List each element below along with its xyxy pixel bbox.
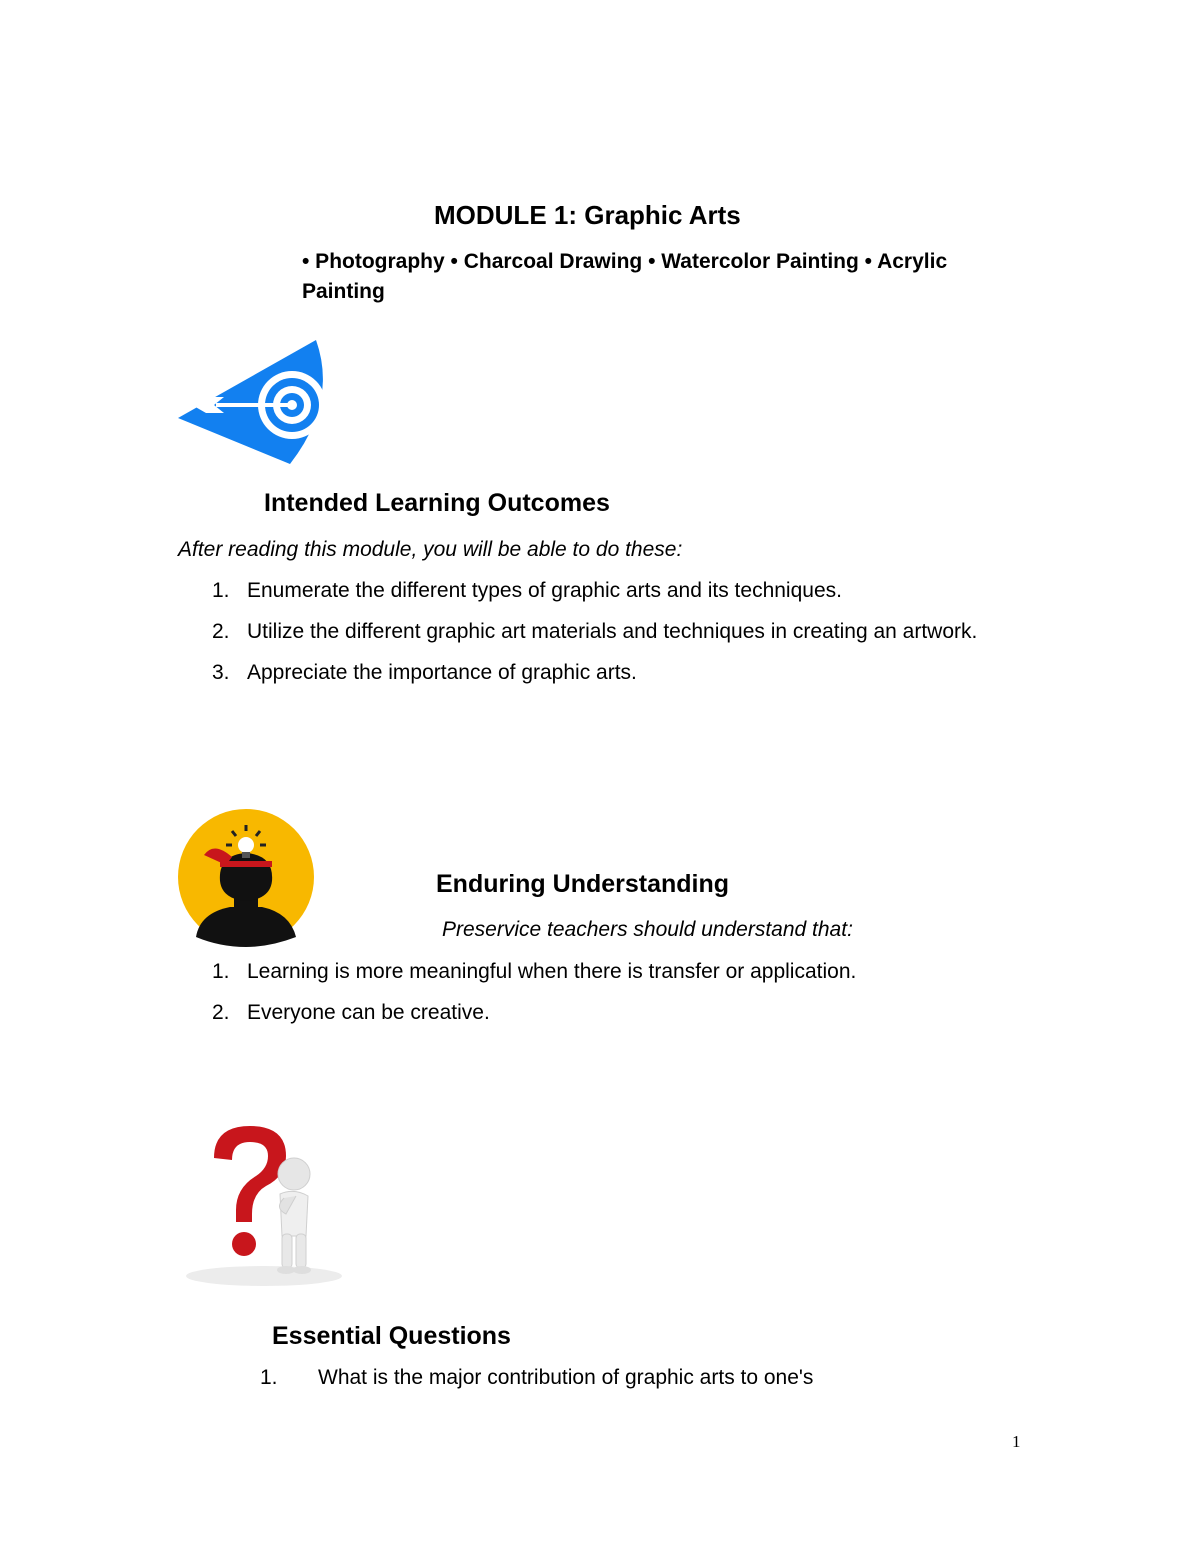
list-text: Everyone can be creative. (247, 1001, 490, 1024)
list-number: 1. (212, 960, 230, 983)
page-number: 1 (1012, 1432, 1021, 1451)
list-number: 2. (212, 620, 230, 643)
outcomes-heading: Intended Learning Outcomes (264, 489, 610, 517)
list-number: 3. (212, 661, 230, 684)
head-lightbulb-icon (170, 795, 326, 947)
module-title: MODULE 1: Graphic Arts (434, 200, 741, 230)
list-text: Utilize the different graphic art materials and techniques in creating an artwork. (247, 620, 978, 643)
list-item (212, 652, 1036, 693)
list-number: 2. (212, 1001, 230, 1024)
list-number: 1. (260, 1366, 278, 1389)
list-item (212, 951, 1036, 992)
understanding-intro: Preservice teachers should understand that: (442, 918, 853, 941)
list-text: What is the major contribution of graphic arts to one's (318, 1366, 814, 1389)
outcomes-intro: After reading this module, you will be able to do these: (178, 538, 683, 561)
outcomes-list (212, 570, 1036, 693)
module-subtopics: • Photography • Charcoal Drawing • Watercolor Painting • Acrylic Painting (302, 250, 948, 303)
questions-heading: Essential Questions (272, 1322, 511, 1350)
question-mark-person-icon (178, 1118, 350, 1288)
list-text: Enumerate the different types of graphic arts and its techniques. (247, 579, 842, 602)
list-text: Appreciate the importance of graphic arts. (247, 661, 637, 684)
list-text: Learning is more meaningful when there is transfer or application. (247, 960, 857, 983)
list-item (260, 1366, 813, 1390)
list-number: 1. (212, 579, 230, 602)
list-item (212, 992, 1036, 1033)
list-item (212, 611, 1036, 652)
target-arrow-icon (176, 338, 332, 466)
list-item (212, 570, 1036, 611)
understanding-heading: Enduring Understanding (436, 870, 730, 898)
understanding-list (212, 951, 1036, 1033)
